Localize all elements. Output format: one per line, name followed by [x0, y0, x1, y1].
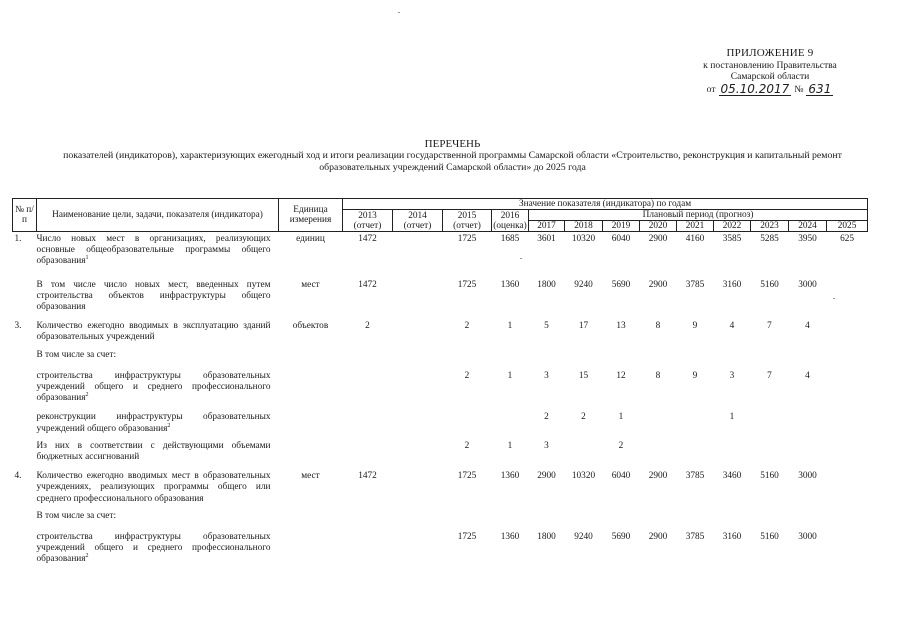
value-cell: 3785 — [685, 532, 705, 543]
value-cell — [714, 435, 751, 463]
document-subtitle-1: показателей (индикаторов), характеризующих ежегодный ход и итоги реализации государственной программы Самарской области «Строительство, реконструкция и капитальный ремонт — [63, 150, 842, 161]
value-cell: 4 — [805, 321, 810, 332]
header-year: 2016 — [500, 210, 520, 221]
row-indicator-name — [37, 313, 279, 343]
value-cell — [827, 463, 868, 505]
value-cell — [343, 505, 393, 522]
table-row — [13, 268, 868, 314]
value-cell — [343, 522, 393, 566]
indicator-name-text: В том числе за счет: — [36, 510, 117, 521]
value-cell: 7 — [767, 370, 772, 381]
header-year-plan: 2020 — [640, 221, 677, 232]
value-cell: 4 — [729, 321, 735, 332]
indicator-name-text: В том числе за счет: — [36, 349, 117, 360]
table-row — [13, 313, 868, 343]
row-indicator-name — [37, 344, 279, 361]
value-cell — [343, 435, 393, 463]
value-cell — [827, 313, 868, 343]
row-indicator-name — [37, 268, 279, 314]
value-cell — [393, 435, 443, 463]
value-cell — [789, 344, 827, 361]
row-number — [13, 344, 37, 361]
row-indicator-name — [37, 522, 279, 566]
handwritten-number: 631 — [808, 81, 832, 96]
value-cell: 3160 — [722, 279, 742, 290]
value-cell: 4160 — [685, 234, 705, 244]
value-cell — [714, 344, 751, 361]
appendix-line-1: к постановлению Правительства — [703, 59, 837, 71]
value-cell: 2 — [544, 412, 549, 423]
indicator-name-text: строительства инфраструктуры образовательных учреждений общего и среднего профессионального образования — [36, 532, 271, 565]
indicator-name-text: В том числе число новых мест, введенных путем строительства объектов инфраструктуры общего образования — [36, 279, 271, 313]
row-unit: мест — [301, 471, 320, 482]
value-cell — [714, 505, 751, 522]
indicator-name-text: Количество ежегодно вводимых мест в образовательных учреждениях, реализующих программы общего или среднего профессионального образования — [36, 471, 271, 504]
row-unit — [279, 361, 343, 405]
value-cell — [529, 344, 565, 361]
value-cell — [565, 435, 603, 463]
header-year-reported — [393, 210, 443, 232]
indicator-name-text: строительства инфраструктуры образовательных учреждений общего и среднего профессионального образования — [36, 370, 271, 404]
value-cell: 3 — [544, 370, 549, 381]
value-cell: 2 — [464, 370, 470, 381]
value-cell — [789, 435, 827, 463]
appendix-line-2: Самарской области — [730, 71, 810, 82]
value-cell: 1472 — [358, 234, 377, 244]
value-cell: 3601 — [537, 234, 556, 244]
value-cell: 5285 — [760, 234, 779, 244]
header-year-plan: 2022 — [714, 221, 751, 232]
header-year-note: (оценка) — [493, 220, 527, 231]
value-cell — [393, 344, 443, 361]
header-unit: Единица измерения — [279, 199, 343, 232]
value-cell: 1725 — [457, 234, 477, 244]
table-row — [13, 344, 868, 361]
value-cell: 3000 — [798, 279, 817, 290]
header-plan: Плановый период (прогноз) — [529, 210, 868, 221]
row-number — [13, 522, 37, 566]
header-year-note: (отчет) — [453, 220, 481, 231]
value-cell — [343, 361, 393, 405]
value-cell — [827, 505, 868, 522]
value-cell: 8 — [655, 370, 661, 381]
value-cell — [492, 505, 529, 522]
value-cell — [751, 435, 789, 463]
value-cell: 1360 — [500, 532, 520, 543]
value-cell — [677, 505, 714, 522]
value-cell: 3160 — [722, 532, 742, 543]
value-cell: 2 — [464, 321, 470, 332]
footnote-mark: 2 — [167, 422, 171, 429]
header-year-note: (отчет) — [353, 220, 382, 231]
row-number — [13, 361, 37, 405]
value-cell — [529, 505, 565, 522]
value-cell: 10320 — [571, 471, 596, 482]
value-cell — [789, 505, 827, 522]
value-cell: 1472 — [358, 471, 377, 482]
indicator-name-text: Количество ежегодно вводимых в эксплуатацию зданий образовательных учреждений — [36, 321, 271, 343]
value-cell: 3 — [544, 440, 549, 451]
value-cell — [677, 404, 714, 434]
row-number — [13, 404, 37, 434]
value-cell: 5 — [544, 321, 549, 332]
scan-speck — [833, 298, 835, 299]
value-cell: 6040 — [611, 234, 631, 244]
document-title: ПЕРЕЧЕНЬ — [424, 138, 481, 150]
from-label: от — [706, 84, 716, 95]
header-year-plan: 2019 — [603, 221, 640, 232]
value-cell — [827, 344, 868, 361]
header-num: № п/п — [13, 199, 37, 232]
value-cell: 2 — [581, 412, 586, 423]
value-cell: 4 — [805, 370, 810, 381]
row-number: 3. — [14, 321, 22, 332]
value-cell — [603, 344, 640, 361]
footnote-mark: 2 — [85, 392, 89, 399]
value-cell: 3950 — [798, 234, 817, 244]
value-cell: 2900 — [648, 279, 668, 290]
value-cell: 5160 — [760, 279, 779, 290]
value-cell: 1 — [729, 412, 735, 423]
row-number — [13, 505, 37, 522]
value-cell — [393, 522, 443, 566]
value-cell — [827, 268, 868, 314]
header-year-plan: 2018 — [565, 221, 603, 232]
table-header — [13, 199, 868, 232]
table-row — [13, 232, 868, 268]
value-cell: 5160 — [760, 532, 779, 543]
value-cell — [565, 344, 603, 361]
value-cell — [677, 344, 714, 361]
value-cell: 9240 — [574, 279, 593, 290]
indicator-name-text: Из них в соответствии с действующими объемами бюджетных ассигнований — [36, 440, 271, 463]
header-year-plan: 2017 — [529, 221, 565, 232]
table-row — [13, 361, 868, 405]
value-cell: 1 — [507, 370, 513, 381]
header-year: 2013 — [358, 210, 377, 221]
value-cell: 3585 — [722, 234, 742, 244]
scan-speck — [520, 258, 522, 259]
value-cell — [677, 435, 714, 463]
value-cell — [751, 404, 789, 434]
value-cell: 6040 — [611, 471, 631, 482]
footnote-mark: 2 — [85, 553, 89, 560]
value-cell: 10320 — [571, 234, 596, 244]
value-cell — [393, 404, 443, 434]
value-cell — [603, 505, 640, 522]
row-unit — [279, 435, 343, 463]
value-cell: 5690 — [611, 279, 631, 290]
value-cell: 9 — [692, 370, 698, 381]
value-cell — [640, 344, 677, 361]
appendix-date-line — [680, 83, 860, 96]
scan-speck — [398, 12, 400, 13]
value-cell: 9240 — [574, 532, 593, 543]
row-indicator-name — [37, 435, 279, 463]
row-unit — [279, 505, 343, 522]
document-subtitle-2: образовательных учреждений Самарской области» до 2025 года — [319, 162, 586, 173]
value-cell — [443, 404, 492, 434]
value-cell — [827, 435, 868, 463]
value-cell — [640, 435, 677, 463]
table-row — [13, 463, 868, 505]
value-cell — [443, 344, 492, 361]
value-cell: 3785 — [685, 279, 705, 290]
value-cell — [827, 522, 868, 566]
row-indicator-name — [37, 505, 279, 522]
value-cell: 1 — [618, 412, 624, 423]
value-cell — [751, 505, 789, 522]
value-cell: 1800 — [537, 532, 556, 543]
header-year-reported — [443, 210, 492, 232]
value-cell — [827, 404, 868, 434]
header-year: 2014 — [408, 210, 427, 221]
value-cell: 13 — [616, 321, 626, 332]
value-cell — [393, 313, 443, 343]
value-cell — [640, 505, 677, 522]
handwritten-date: 05.10.2017 — [720, 81, 790, 96]
number-label: № — [794, 84, 804, 95]
value-cell — [565, 505, 603, 522]
row-indicator-name — [37, 361, 279, 405]
value-cell: 5160 — [760, 471, 779, 482]
row-unit: мест — [301, 279, 320, 290]
value-cell: 3 — [729, 370, 735, 381]
indicator-name-text: Число новых мест в организациях, реализующих основные общеобразовательные программы общего образования — [36, 234, 271, 267]
value-cell: 12 — [616, 370, 626, 381]
header-year-note: (отчет) — [403, 220, 432, 231]
table-body — [13, 232, 868, 566]
value-cell: 1725 — [457, 532, 477, 543]
row-indicator-name — [37, 232, 279, 268]
value-cell — [827, 361, 868, 405]
header-name: Наименование цели, задачи, показателя (индикатора) — [37, 199, 279, 232]
header-year-plan: 2024 — [789, 221, 827, 232]
value-cell: 3000 — [798, 532, 817, 543]
appendix-block — [680, 48, 860, 96]
value-cell: 3785 — [685, 471, 705, 482]
value-cell: 8 — [655, 321, 661, 332]
value-cell: 1 — [507, 321, 513, 332]
value-cell — [393, 361, 443, 405]
appendix-title: ПРИЛОЖЕНИЕ 9 — [726, 47, 814, 59]
value-cell — [343, 404, 393, 434]
row-number: 4. — [14, 471, 22, 482]
header-year-plan: 2023 — [751, 221, 789, 232]
table-row — [13, 505, 868, 522]
value-cell: 1800 — [537, 279, 556, 290]
value-cell — [789, 404, 827, 434]
value-cell: 2 — [464, 440, 470, 451]
row-number — [13, 435, 37, 463]
value-cell: 2900 — [648, 532, 668, 543]
value-cell: 7 — [767, 321, 772, 332]
header-values: Значение показателя (индикатора) по годам — [343, 199, 868, 210]
value-cell: 625 — [840, 234, 855, 244]
document-heading — [16, 138, 889, 174]
value-cell: 1725 — [457, 279, 477, 290]
indicators-table — [12, 198, 868, 566]
value-cell: 3460 — [722, 471, 742, 482]
table-row — [13, 435, 868, 463]
value-cell: 2900 — [648, 234, 668, 244]
row-indicator-name — [37, 463, 279, 505]
row-unit: объектов — [292, 321, 329, 332]
value-cell: 1725 — [457, 471, 477, 482]
header-year-reported — [343, 210, 393, 232]
header-year-reported — [492, 210, 529, 232]
row-indicator-name — [37, 404, 279, 434]
header-year-plan: 2025 — [827, 221, 868, 232]
row-number — [13, 268, 37, 314]
value-cell — [492, 404, 529, 434]
value-cell — [393, 463, 443, 505]
value-cell: 1472 — [358, 279, 377, 290]
value-cell — [393, 505, 443, 522]
row-unit: единиц — [296, 234, 325, 244]
footnote-mark: 1 — [85, 255, 89, 262]
value-cell — [640, 404, 677, 434]
value-cell — [492, 344, 529, 361]
row-unit — [279, 522, 343, 566]
value-cell — [751, 344, 789, 361]
value-cell: 1 — [507, 440, 513, 451]
value-cell: 1360 — [500, 279, 520, 290]
row-number: 1. — [14, 234, 22, 244]
value-cell: 17 — [578, 321, 589, 332]
table-row — [13, 522, 868, 566]
value-cell — [343, 344, 393, 361]
value-cell — [393, 232, 443, 268]
value-cell — [393, 268, 443, 314]
indicator-name-text: реконструкции инфраструктуры образовательных учреждений общего образования — [36, 412, 271, 434]
value-cell: 2 — [618, 440, 624, 451]
value-cell: 1360 — [500, 471, 520, 482]
row-unit — [279, 344, 343, 361]
value-cell — [443, 505, 492, 522]
value-cell: 2 — [365, 321, 370, 332]
row-unit — [279, 404, 343, 434]
value-cell: 5690 — [611, 532, 631, 543]
value-cell: 2900 — [537, 471, 556, 482]
header-year-plan: 2021 — [677, 221, 714, 232]
header-year: 2015 — [457, 210, 477, 221]
value-cell: 15 — [578, 370, 589, 381]
value-cell: 9 — [692, 321, 698, 332]
value-cell: 2900 — [648, 471, 668, 482]
value-cell: 3000 — [798, 471, 817, 482]
value-cell: 1685 — [500, 234, 520, 244]
table-row — [13, 404, 868, 434]
